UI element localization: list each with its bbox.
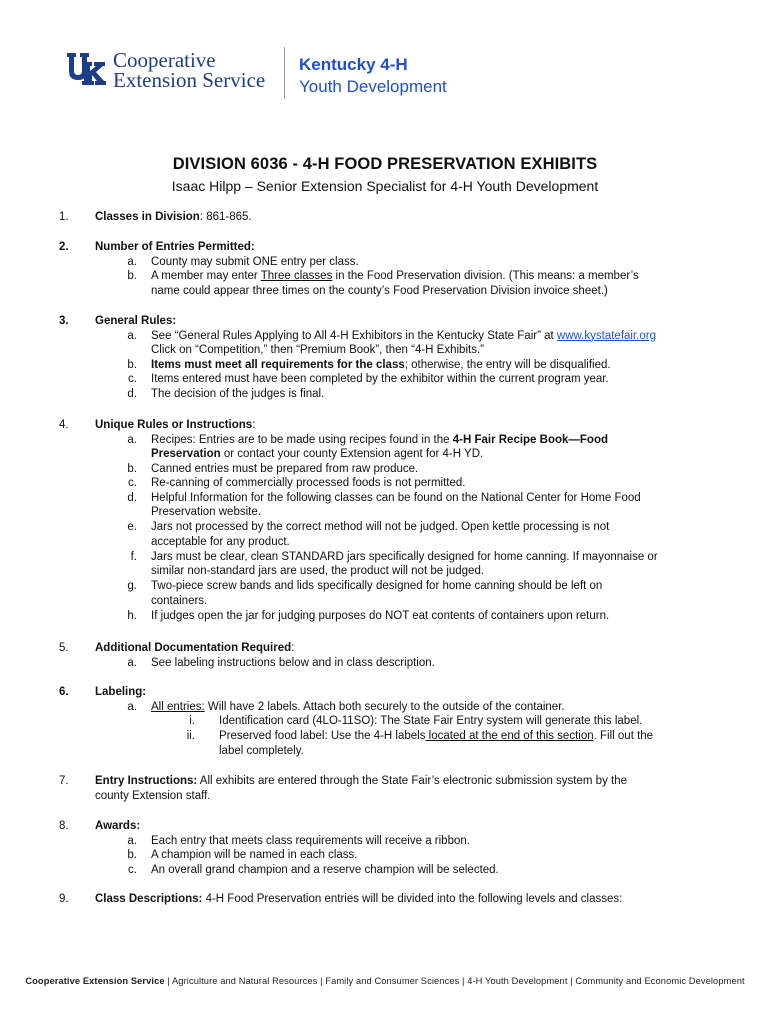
kystatefair-link[interactable]: www.kystatefair.org (556, 329, 656, 342)
program-subtitle: Youth Development (299, 77, 447, 96)
section-label: Number of Entries Permitted: (95, 241, 255, 253)
section-number: 7. (59, 775, 69, 787)
uk-logo-icon (66, 51, 106, 87)
section-label: Classes in Division (95, 211, 200, 223)
section-text-continued: county Extension staff. (95, 789, 211, 802)
page-footer (0, 976, 770, 986)
section-label: Awards: (95, 820, 141, 832)
logo-line1: Cooperative (113, 48, 216, 72)
section-label: Unique Rules or Instructions (95, 419, 253, 431)
section-number: 6. (59, 686, 69, 698)
program-title: Kentucky 4-H (299, 55, 408, 74)
logo-line2: Extension Service (113, 68, 266, 92)
footer-brand: Cooperative Extension Service (25, 976, 165, 986)
section-number: 9. (59, 893, 69, 905)
page-title: DIVISION 6036 - 4-H FOOD PRESERVATION EXHIBITS (172, 155, 598, 173)
section-number: 3. (59, 315, 69, 327)
section-label: General Rules: (95, 315, 177, 327)
footer-text: | Agriculture and Natural Resources | Family and Consumer Sciences | 4-H Youth Development | Community and Economic Development (164, 976, 745, 986)
section-text: : 861-865. (199, 211, 252, 223)
section-label: Class Descriptions: (95, 893, 203, 905)
section-label: Additional Documentation Required (95, 642, 292, 654)
header-divider (284, 47, 285, 99)
section-number: 5. (59, 642, 69, 654)
section-number: 8. (59, 820, 69, 832)
section-label: Labeling: (95, 686, 147, 698)
section-number: 1. (59, 211, 69, 223)
section-number: 4. (59, 419, 69, 431)
section-number: 2. (59, 241, 69, 253)
page-subtitle: Isaac Hilpp – Senior Extension Specialist for 4-H Youth Development (171, 178, 599, 194)
section-label: Entry Instructions: (95, 775, 198, 787)
